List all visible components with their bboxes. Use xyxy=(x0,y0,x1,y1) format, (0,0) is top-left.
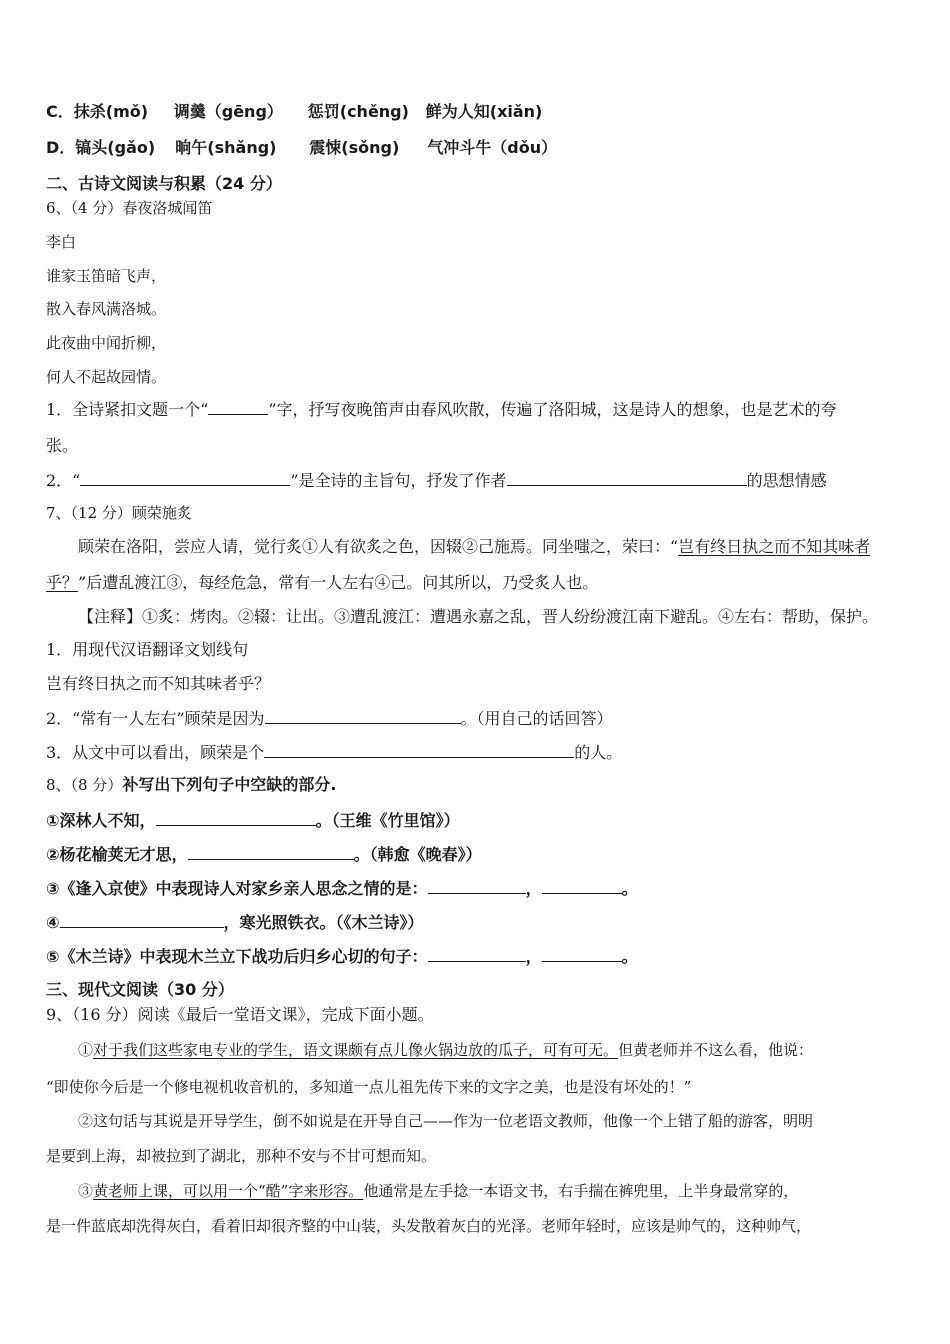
underlined-sentence: 岂有终日执之而不知其味者 xyxy=(678,537,871,556)
answer-blank[interactable] xyxy=(428,877,526,894)
fill-line: ④ ，寒光照铁衣。（《木兰诗》） xyxy=(46,913,424,932)
poem-author: 李白 xyxy=(46,233,77,251)
answer-blank[interactable] xyxy=(80,469,290,486)
option-item: 镐头(gǎo) xyxy=(75,138,156,157)
option-item: 震悚(sǒng) xyxy=(309,138,400,157)
passage-line: ②这句话与其说是开导学生，倒不如说是在开导自己——作为一位老语文教师，他像一个上错了船的游客，明明 xyxy=(78,1112,814,1130)
option-item: 气冲斗牛（dǒu） xyxy=(427,138,558,157)
answer-blank[interactable] xyxy=(507,469,747,486)
option-c xyxy=(46,102,542,122)
section-heading: 三、现代文阅读（30 分） xyxy=(46,980,234,999)
answer-blank[interactable] xyxy=(542,945,622,962)
fill-line: ⑤《木兰诗》中表现木兰立下战功后归乡心切的句子： ， 。 xyxy=(46,947,638,966)
annotation-note: 【注释】①炙：烤肉。②辍：让出。③遭乱渡江：遭遇永嘉之乱，晋人纷纷渡江南下避乱。④左右：帮助，保护。 xyxy=(78,607,879,626)
answer-blank[interactable] xyxy=(188,843,354,860)
sub-question-1-cont: 张。 xyxy=(46,436,79,455)
answer-blank[interactable] xyxy=(265,707,461,724)
fill-line: ②杨花榆荚无才思， 。（韩愈《晚春》） xyxy=(46,845,482,864)
answer-blank[interactable] xyxy=(208,398,268,415)
passage-line: 是一件蓝底却洗得灰白，看着旧却很齐整的中山装，头发散着灰白的光泽。老师年轻时，应该是帅气的，这种帅气， xyxy=(46,1217,812,1235)
fill-line: ③《逢入京使》中表现诗人对家乡亲人思念之情的是： ， 。 xyxy=(46,879,638,898)
sub-question-1: 1．全诗紧扣文题一个“ ”字，抒写夜晚笛声由春风吹散，传遍了洛阳城，这是诗人的想象，也是艺术的夸 xyxy=(46,400,837,419)
option-item: 晌午(shǎng) xyxy=(175,138,277,157)
answer-blank[interactable] xyxy=(542,877,622,894)
poem-line: 此夜曲中闻折柳， xyxy=(46,334,167,352)
passage-line: ③黄老师上课，可以用一个“酷”字来形容。他通常是左手捻一本语文书，右手揣在裤兜里，上半身最常穿的， xyxy=(78,1182,799,1200)
sub-question-2: 2．“ ”是全诗的主旨句，抒发了作者 的思想情感 xyxy=(46,471,827,490)
passage-line: 顾荣在洛阳，尝应人请，觉行炙①人有欲炙之色，因辍②己施焉。同坐嗤之，荣曰：“岂有终日执之而不知其味者 xyxy=(78,537,871,556)
option-label: C． xyxy=(46,102,74,121)
passage-line: “即使你今后是一个修电视机收音机的，多知道一点儿祖先传下来的文字之美，也是没有坏处的！” xyxy=(46,1078,692,1096)
question-title: 8、（8 分）补写出下列句子中空缺的部分. xyxy=(46,775,337,794)
answer-blank[interactable] xyxy=(428,945,526,962)
fill-line: ①深林人不知， 。（王维《竹里馆》） xyxy=(46,811,460,830)
option-item: 抹杀(mǒ) xyxy=(73,102,149,121)
poem-line: 散入春风满洛城。 xyxy=(46,300,167,318)
question-title: 7、（12 分）顾荣施炙 xyxy=(46,504,192,522)
underlined-sentence: 乎？ xyxy=(46,573,79,592)
poem-line: 何人不起故园情。 xyxy=(46,368,167,386)
option-item: 惩罚(chěng) xyxy=(307,102,409,121)
option-item: 鲜为人知(xiǎn) xyxy=(425,102,543,121)
answer-blank[interactable] xyxy=(264,741,574,758)
passage-line: 乎？”后遭乱渡江③，每经危急，常有一人左右④己。问其所以，乃受炙人也。 xyxy=(46,573,599,592)
option-d xyxy=(46,138,557,158)
sub-question-1-sentence: 岂有终日执之而不知其味者乎？ xyxy=(46,674,271,693)
underlined-sentence: 对于我们这些家电专业的学生，语文课颇有点儿像火锅边放的瓜子，可有可无。 xyxy=(93,1041,619,1059)
question-title: 6、（4 分）春夜洛城闻笛 xyxy=(46,199,213,217)
passage-line: ①对于我们这些家电专业的学生，语文课颇有点儿像火锅边放的瓜子，可有可无。但黄老师并不这么看，他说： xyxy=(78,1041,814,1059)
sub-question-2: 2．“常有一人左右”顾荣是因为 。（用自己的话回答） xyxy=(46,709,613,728)
answer-blank[interactable] xyxy=(156,809,316,826)
sub-question-1: 1．用现代汉语翻译文划线句 xyxy=(46,640,249,659)
option-item: 调羹（gēng） xyxy=(173,102,283,121)
sub-question-3: 3．从文中可以看出，顾荣是个 的人。 xyxy=(46,743,623,762)
section-heading: 二、古诗文阅读与积累（24 分） xyxy=(46,174,282,193)
underlined-sentence: 黄老师上课，可以用一个“酷”字来形容。 xyxy=(93,1182,364,1200)
passage-line: 是要到上海，却被拉到了湖北，那种不安与不甘可想而知。 xyxy=(46,1147,437,1165)
option-label: D． xyxy=(46,138,76,157)
poem-line: 谁家玉笛暗飞声， xyxy=(46,267,167,285)
question-title: 9、（16 分）阅读《最后一堂语文课》，完成下面小题。 xyxy=(46,1005,434,1024)
answer-blank[interactable] xyxy=(60,911,224,928)
